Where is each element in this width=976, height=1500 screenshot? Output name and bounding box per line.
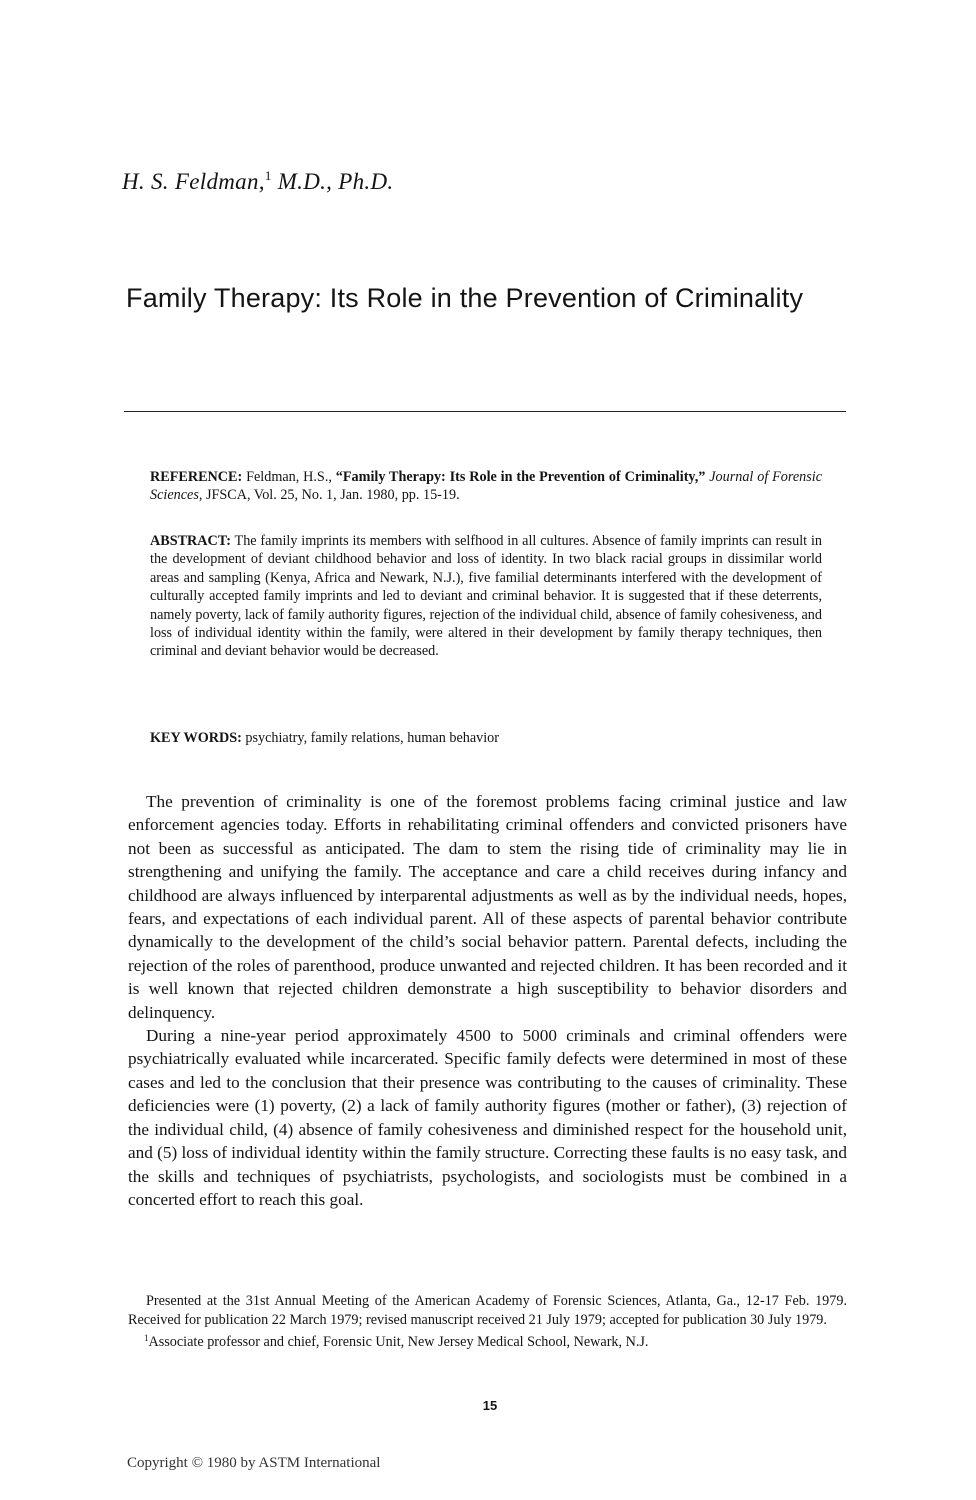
body-paragraph: The prevention of criminality is one of the foremost problems facing criminal justice and law enforcement agencies today. Efforts in rehabilitating criminal offenders and convicted prisoners have not been as successful as anticipated. The dam to stem the rising tide of criminality may lie in strengthening and unifying the family. The acceptance and care a child receives during infancy and childhood are always influenced by interparental adjustments as well as by the individual needs, hopes, fears, and expectations of each individual parent. All of these aspects of parental behavior contribute dynamically to the development of the child’s social behavior pattern. Parental defects, including the rejection of the roles of parenthood, produce unwanted and rejected children. It has been recorded and it is well known that rejected children demonstrate a high susceptibility to behavior disorders and delinquency.	[128, 792, 847, 1022]
abstract-text: The family imprints its members with selfhood in all cultures. Absence of family imprints can result in the development of deviant childhood behavior and loss of identity. In two black racial groups in dissimilar world areas and sampling (Kenya, Africa and Newark, N.J.), five familial determinants interfered with the development of culturally accepted family imprints and led to deviant and criminal behavior. It is suggested that if these deterrents, namely poverty, lack of family authority figures, rejection of the individual child, absence of family cohesiveness, and loss of individual identity within the family, were altered in their development by family therapy techniques, then criminal and deviant behavior would be decreased.	[150, 533, 822, 660]
body-paragraph: During a nine-year period approximately 4500 to 5000 criminals and criminal offenders were psychiatrically evaluated while incarcerated. Specific family defects were determined in most of these cases and led to the conclusion that their presence was contributing to the causes of criminality. These deficiencies were (1) poverty, (2) a lack of family authority figures (mother or father), (3) rejection of the individual child, (4) absence of family cohesiveness and diminished respect for the household unit, and (5) loss of individual identity within the family structure. Correcting these faults is no easy task, and the skills and techniques of psychiatrists, psychologists, and sociologists must be combined in a concerted effort to reach this goal.	[128, 1026, 847, 1209]
author-line	[122, 168, 393, 195]
author-name: H. S. Feldman,	[122, 169, 265, 194]
reference-article-title: “Family Therapy: Its Role in the Prevention of Criminality,”	[335, 469, 706, 485]
presentation-footnote: Presented at the 31st Annual Meeting of the American Academy of Forensic Sciences, Atlanta, Ga., 12-17 Feb. 1979. Received for publication 22 March 1979; revised manuscript received 21 July 1979; accepted for publication 30 July 1979.	[128, 1293, 847, 1328]
reference-details: JFSCA, Vol. 25, No. 1, Jan. 1980, pp. 15-19.	[205, 487, 460, 504]
affiliation-footnote	[128, 1329, 847, 1352]
keywords-label: KEY WORDS:	[150, 730, 242, 746]
author-degrees: M.D., Ph.D.	[277, 169, 394, 194]
reference-label: REFERENCE:	[150, 469, 243, 485]
copyright-notice: Copyright © 1980 by ASTM International	[127, 1455, 381, 1471]
reference-journal: Journal of Forensic Sciences,	[150, 469, 823, 504]
affiliation-text: Associate professor and chief, Forensic Unit, New Jersey Medical School, Newark, N.J.	[148, 1334, 649, 1351]
body-text	[128, 790, 847, 1211]
abstract-block	[150, 532, 822, 661]
article-title: Family Therapy: Its Role in the Prevention of Criminality	[126, 283, 804, 313]
keywords-text: psychiatry, family relations, human behavior	[245, 730, 499, 746]
keywords-block	[150, 729, 822, 747]
affiliation-mark: 1	[144, 1333, 149, 1344]
reference-authors: Feldman, H.S.,	[246, 469, 332, 485]
abstract-label: ABSTRACT:	[150, 533, 231, 549]
reference-block	[150, 468, 822, 505]
footnotes	[128, 1292, 847, 1352]
author-footnote-mark: 1	[264, 168, 272, 183]
page-number: 15	[482, 1398, 498, 1413]
title-divider	[124, 411, 846, 412]
